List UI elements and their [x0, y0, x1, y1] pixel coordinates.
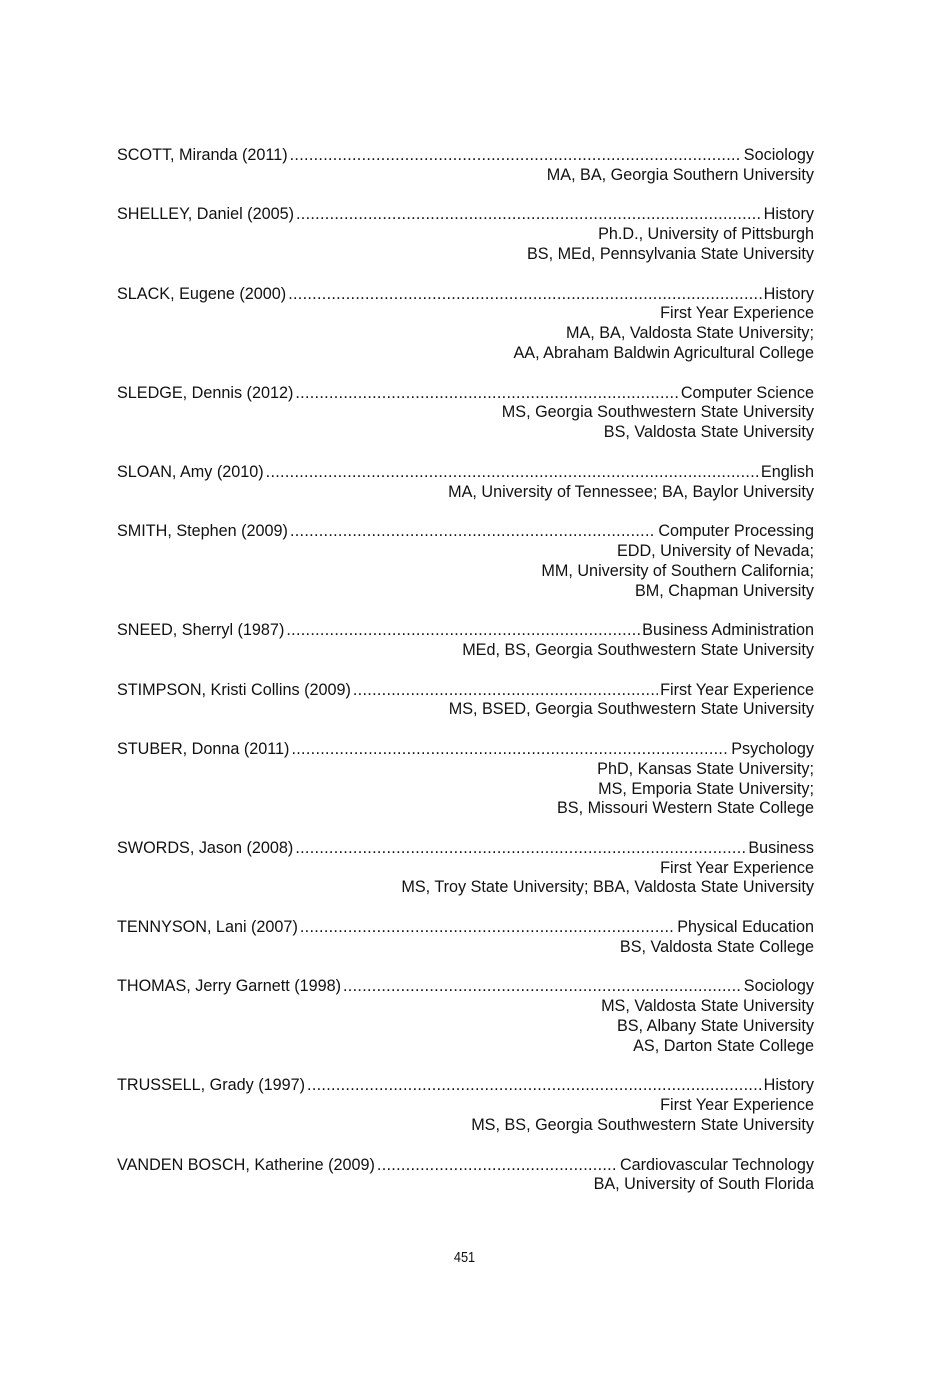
- faculty-name: SCOTT, Miranda (2011): [117, 146, 288, 164]
- faculty-credential: First Year Experience: [660, 1096, 814, 1115]
- dot-leader: [377, 1156, 618, 1176]
- faculty-entry: [117, 463, 814, 503]
- faculty-entry-heading: [117, 977, 814, 997]
- faculty-credential: BS, Valdosta State University: [603, 423, 814, 442]
- faculty-credential: BS, Missouri Western State College: [556, 799, 814, 818]
- page-number: 451: [453, 1249, 476, 1266]
- faculty-directory: [117, 146, 814, 1215]
- faculty-department: First Year Experience: [660, 680, 814, 699]
- faculty-name: SLEDGE, Dennis (2012): [117, 383, 294, 402]
- faculty-entry: [117, 839, 814, 898]
- faculty-department: English: [760, 462, 814, 481]
- faculty-entry: [117, 918, 814, 958]
- faculty-entry: [117, 1076, 814, 1135]
- faculty-entry: [117, 1156, 814, 1196]
- faculty-department: Business Administration: [642, 621, 814, 640]
- faculty-entry: [117, 146, 814, 186]
- faculty-name: STIMPSON, Kristi Collins (2009): [117, 680, 351, 699]
- faculty-department: Computer Processing: [658, 522, 814, 541]
- faculty-credential: AS, Darton State College: [633, 1036, 814, 1055]
- faculty-credential: MA, University of Tennessee; BA, Baylor University: [448, 482, 814, 501]
- dot-leader: [300, 918, 675, 938]
- dot-leader: [295, 384, 678, 404]
- faculty-credential: AA, Abraham Baldwin Agricultural College: [513, 343, 814, 362]
- dot-leader: [291, 740, 729, 760]
- dot-leader: [290, 522, 656, 542]
- faculty-entry: [117, 977, 814, 1056]
- faculty-credential: MA, BA, Valdosta State University;: [565, 324, 814, 343]
- faculty-credential: BM, Chapman University: [634, 581, 814, 600]
- faculty-entry: [117, 205, 814, 264]
- faculty-credential: MS, Emporia State University;: [598, 779, 814, 798]
- dot-leader: [286, 621, 640, 641]
- faculty-department: Business: [748, 838, 814, 857]
- faculty-entry-heading: [117, 146, 814, 166]
- faculty-credential: EDD, University of Nevada;: [616, 541, 814, 560]
- faculty-credential: PhD, Kansas State University;: [597, 759, 814, 778]
- faculty-entry-heading: [117, 621, 814, 641]
- faculty-entry: [117, 740, 814, 819]
- faculty-credential: BS, Albany State University: [616, 1017, 814, 1036]
- faculty-entry-heading: [117, 205, 814, 225]
- faculty-name: TRUSSELL, Grady (1997): [117, 1076, 306, 1095]
- faculty-department: Computer Science: [680, 383, 814, 402]
- dot-leader: [296, 205, 762, 225]
- faculty-credential: BA, University of South Florida: [593, 1175, 814, 1194]
- faculty-department: History: [763, 284, 814, 303]
- faculty-credential: First Year Experience: [660, 304, 814, 323]
- faculty-name: SLACK, Eugene (2000): [117, 284, 287, 303]
- faculty-credential: MS, Troy State University; BBA, Valdosta State University: [401, 878, 814, 897]
- faculty-entry-heading: [117, 740, 814, 760]
- dot-leader: [353, 681, 658, 701]
- faculty-entry-heading: [117, 1156, 814, 1176]
- faculty-department: Cardiovascular Technology: [619, 1155, 814, 1174]
- dot-leader: [343, 977, 742, 997]
- faculty-entry-heading: [117, 384, 814, 404]
- faculty-entry-heading: [117, 681, 814, 701]
- faculty-name: THOMAS, Jerry Garnett (1998): [117, 977, 341, 996]
- faculty-entry: [117, 285, 814, 364]
- faculty-entry-heading: [117, 839, 814, 859]
- faculty-entry: [117, 384, 814, 443]
- faculty-credential: MM, University of Southern California;: [541, 561, 814, 580]
- faculty-entry-heading: [117, 285, 814, 305]
- faculty-name: SNEED, Sherryl (1987): [117, 621, 285, 640]
- dot-leader: [295, 839, 746, 859]
- faculty-credential: MEd, BS, Georgia Southwestern State University: [462, 640, 814, 659]
- faculty-credential: MA, BA, Georgia Southern University: [546, 165, 814, 184]
- faculty-entry-heading: [117, 918, 814, 938]
- faculty-department: Sociology: [743, 977, 814, 996]
- faculty-name: SHELLEY, Daniel (2005): [117, 205, 294, 224]
- faculty-credential: MS, BSED, Georgia Southwestern State University: [448, 700, 814, 719]
- faculty-credential: MS, Georgia Southwestern State University: [501, 403, 814, 422]
- faculty-credential: BS, MEd, Pennsylvania State University: [526, 244, 814, 263]
- faculty-name: TENNYSON, Lani (2007): [117, 918, 298, 937]
- faculty-credential: First Year Experience: [660, 858, 814, 877]
- faculty-department: Sociology: [743, 146, 814, 164]
- dot-leader: [288, 285, 761, 305]
- faculty-name: SWORDS, Jason (2008): [117, 838, 294, 857]
- faculty-name: VANDEN BOSCH, Katherine (2009): [117, 1155, 375, 1174]
- faculty-entry-heading: [117, 1076, 814, 1096]
- faculty-entry-heading: [117, 463, 814, 483]
- faculty-entry: [117, 621, 814, 661]
- faculty-credential: BS, Valdosta State College: [619, 937, 814, 956]
- faculty-department: Psychology: [731, 739, 814, 758]
- faculty-list: [117, 146, 814, 1195]
- faculty-entry: [117, 522, 814, 601]
- faculty-credential: Ph.D., University of Pittsburgh: [598, 225, 814, 244]
- dot-leader: [266, 463, 759, 483]
- faculty-name: SMITH, Stephen (2009): [117, 522, 288, 541]
- faculty-credential: MS, Valdosta State University: [601, 997, 814, 1016]
- dot-leader: [307, 1076, 762, 1096]
- dot-leader: [290, 146, 742, 166]
- faculty-entry: [117, 681, 814, 721]
- faculty-department: Physical Education: [677, 918, 814, 937]
- faculty-name: STUBER, Donna (2011): [117, 739, 290, 758]
- faculty-department: History: [763, 1076, 814, 1095]
- faculty-credential: MS, BS, Georgia Southwestern State University: [471, 1116, 814, 1135]
- faculty-department: History: [763, 205, 814, 224]
- faculty-entry-heading: [117, 522, 814, 542]
- faculty-name: SLOAN, Amy (2010): [117, 462, 264, 481]
